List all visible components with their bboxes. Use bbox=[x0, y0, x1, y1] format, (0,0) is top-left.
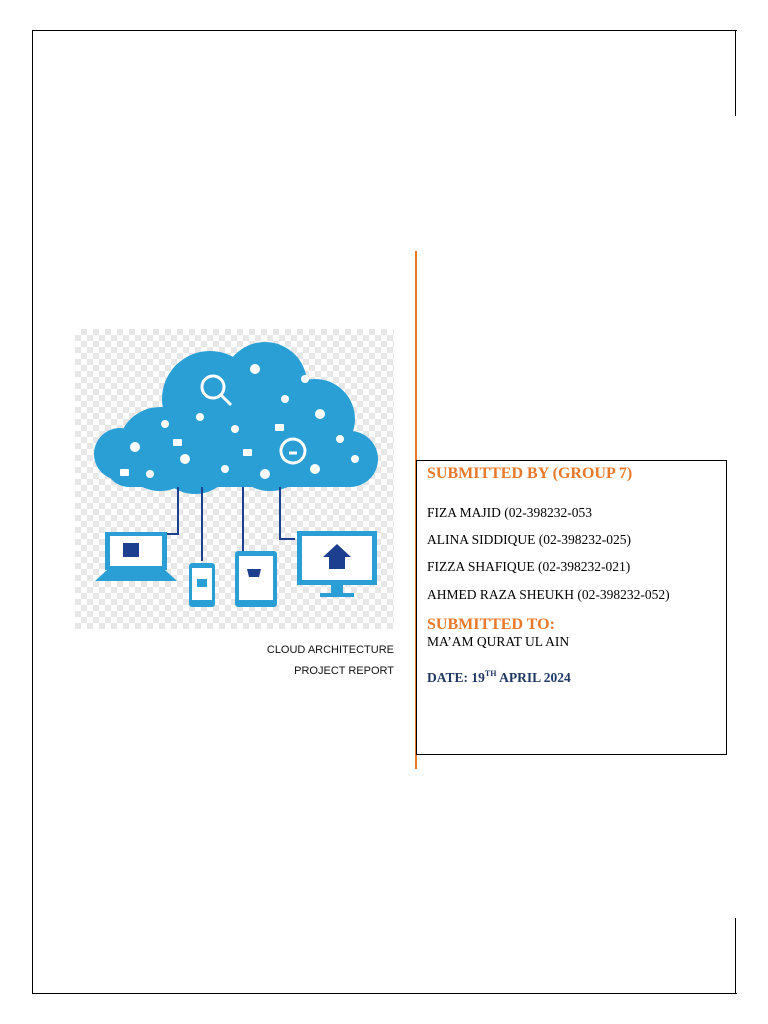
cloud-illustration bbox=[75, 329, 394, 629]
page-border-right-top bbox=[735, 30, 736, 116]
submission-date bbox=[427, 669, 571, 686]
caption-line-2: PROJECT REPORT bbox=[294, 665, 394, 677]
date-prefix: DATE: 19 bbox=[427, 670, 485, 685]
page-border-right-bottom bbox=[735, 918, 736, 994]
submitted-to-heading: SUBMITTED TO: bbox=[427, 616, 555, 633]
member-4: AHMED RAZA SHEUKH (02-398232-052) bbox=[427, 587, 670, 602]
submission-info-box bbox=[416, 460, 727, 755]
date-suffix: APRIL 2024 bbox=[496, 670, 571, 685]
page-border-bottom bbox=[32, 993, 737, 994]
page-border-top bbox=[32, 30, 737, 31]
caption-line-1: CLOUD ARCHITECTURE bbox=[266, 644, 394, 656]
cloud-devices-icon bbox=[75, 329, 394, 629]
date-superscript: TH bbox=[484, 669, 497, 678]
member-1: FIZA MAJID (02-398232-053 bbox=[427, 505, 592, 520]
member-2: ALINA SIDDIQUE (02-398232-025) bbox=[427, 532, 631, 547]
teacher-name: MA’AM QURAT UL AIN bbox=[427, 634, 570, 649]
page-border-left bbox=[32, 30, 33, 994]
submitted-by-heading: SUBMITTED BY (GROUP 7) bbox=[427, 465, 633, 482]
member-3: FIZZA SHAFIQUE (02-398232-021) bbox=[427, 559, 631, 574]
report-caption bbox=[194, 640, 394, 682]
